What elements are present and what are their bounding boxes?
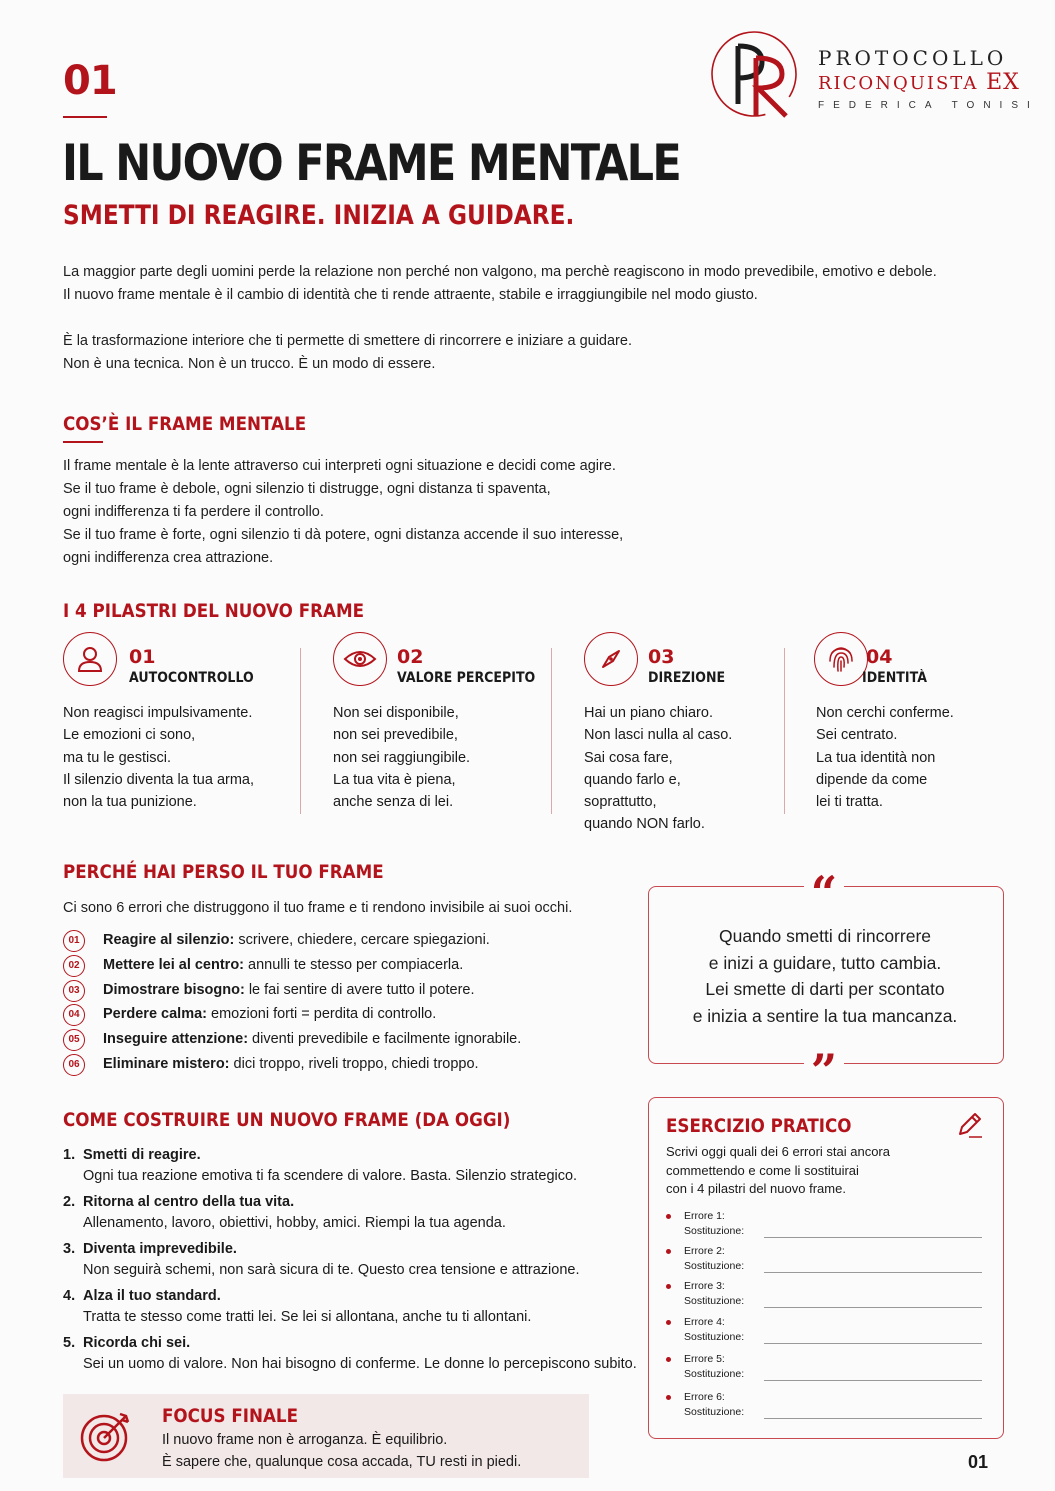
error-label: Eliminare mistero:: [103, 1056, 230, 1072]
pillar-number: 03: [648, 646, 675, 668]
brand-logo: [708, 28, 1039, 122]
error-label: Reagire al silenzio:: [103, 932, 235, 948]
step-number: 4.: [63, 1288, 76, 1304]
write-line[interactable]: [764, 1418, 982, 1419]
exercise-desc-line: con i 4 pilastri del nuovo frame.: [666, 1181, 846, 1196]
quote-line: e inizia a sentire la tua mancanza.: [692, 1005, 958, 1026]
person-icon: [63, 632, 117, 686]
error-number: 02: [63, 955, 85, 977]
frame-line: ogni indifferenza crea attrazione.: [63, 550, 274, 566]
pencil-icon: [954, 1110, 984, 1140]
pillar-line: Sai cosa fare,: [584, 749, 673, 766]
pillar-divider: [551, 648, 552, 814]
error-text: le fai sentire di avere tutto il potere.: [244, 982, 475, 998]
write-line[interactable]: [764, 1237, 982, 1238]
focus-line: È sapere che, qualunque cosa accada, TU resti in piedi.: [162, 1453, 522, 1470]
bullet-icon: [666, 1284, 671, 1289]
exercise-description: [666, 1143, 890, 1199]
error-text: annulli te stesso per compiacerla.: [244, 957, 464, 973]
pillar-line: quando NON farlo.: [584, 816, 705, 833]
exercise-sub-label: Sostituzione:: [684, 1260, 745, 1272]
pillar-number: 02: [397, 646, 424, 668]
frame-line: ogni indifferenza ti fa perdere il controllo.: [63, 504, 324, 520]
error-number: 06: [63, 1054, 85, 1076]
quote-line: Quando smetti di rincorrere: [718, 926, 932, 946]
focus-title: FOCUS FINALE: [162, 1405, 299, 1427]
intro-line: Il nuovo frame mentale è il cambio di identità che ti rende attraente, stabile e irraggiungibile nel modo giusto.: [63, 287, 758, 303]
step-heading: Diventa imprevedibile.: [83, 1241, 237, 1257]
step-description: Ogni tua reazione emotiva ti fa scendere di valore. Basta. Silenzio strategico.: [83, 1168, 578, 1184]
exercise-error-label: Errore 4:: [684, 1316, 725, 1328]
pillar-line: non la tua punizione.: [63, 794, 197, 811]
number-divider: [63, 116, 107, 118]
pillar-name: DIREZIONE: [648, 670, 726, 686]
errors-intro: Ci sono 6 errori che distruggono il tuo frame e ti rendono invisibile ai suoi occhi.: [63, 900, 573, 916]
frame-line: Se il tuo frame è debole, ogni silenzio ti distrugge, ogni distanza ti spaventa,: [63, 481, 551, 497]
bullet-icon: [666, 1249, 671, 1254]
logo-line-3: FEDERICA TONISI: [818, 100, 1039, 111]
exercise-sub-label: Sostituzione:: [684, 1225, 745, 1237]
pillar-number: 01: [129, 646, 156, 668]
exercise-error-label: Errore 1:: [684, 1210, 725, 1222]
exercise-sub-label: Sostituzione:: [684, 1295, 745, 1307]
write-line[interactable]: [764, 1380, 982, 1381]
step-description: Allenamento, lavoro, obiettivi, hobby, amici. Riempi la tua agenda.: [83, 1215, 506, 1231]
pillar-line: anche senza di lei.: [333, 794, 454, 811]
logo-line-1: PROTOCOLLO: [818, 46, 1008, 70]
step-description: Sei un uomo di valore. Non hai bisogno di conferme. Le donne lo percepiscono subito.: [83, 1356, 637, 1372]
exercise-error-label: Errore 6:: [684, 1391, 725, 1403]
pillar-name: AUTOCONTROLLO: [129, 670, 254, 686]
page-title: IL NUOVO FRAME MENTALE: [62, 134, 680, 192]
compass-icon: [584, 632, 638, 686]
page-subtitle: SMETTI DI REAGIRE. INIZIA A GUIDARE.: [63, 200, 575, 231]
focus-text: [162, 1430, 521, 1473]
section-divider: [63, 441, 103, 443]
intro-line: È la trasformazione interiore che ti permette di smettere di rincorrere e iniziare a guidare.: [63, 333, 632, 349]
step-heading: Ritorna al centro della tua vita.: [83, 1194, 295, 1210]
pillar-line: Le emozioni ci sono,: [63, 727, 196, 744]
pillar-text: [584, 702, 732, 836]
intro-line: Non è una tecnica. Non è un trucco. È un modo di essere.: [63, 356, 436, 372]
logo-line-2-text: RICONQUISTA: [818, 73, 979, 94]
error-label: Inseguire attenzione:: [103, 1031, 249, 1047]
pillar-divider: [300, 648, 301, 814]
intro-line: La maggior parte degli uomini perde la relazione non perché non valgono, ma perchè reagiscono in modo prevedibile, emotivo e debole.: [63, 264, 937, 280]
bullet-icon: [666, 1357, 671, 1362]
step-number: 1.: [63, 1147, 76, 1163]
error-number: 01: [63, 930, 85, 952]
pillar-line: dipende da come: [816, 771, 928, 788]
logo-ex: EX: [986, 70, 1020, 95]
step-heading: Smetti di reagire.: [83, 1147, 201, 1163]
pillar-name: VALORE PERCEPITO: [397, 670, 536, 686]
bullet-icon: [666, 1320, 671, 1325]
pillar-line: La tua identità non: [816, 749, 936, 766]
frame-line: Il frame mentale è la lente attraverso cui interpreti ogni situazione e decidi come agire.: [63, 458, 616, 474]
pillar-number: 04: [866, 646, 893, 668]
step-heading: Alza il tuo standard.: [83, 1288, 221, 1304]
error-label: Dimostrare bisogno:: [103, 982, 245, 998]
open-quote-icon: “: [804, 870, 844, 900]
pillar-line: quando farlo e,: [584, 771, 681, 788]
bullet-icon: [666, 1214, 671, 1219]
pillar-text: [333, 702, 470, 813]
pillar-line: lei ti tratta.: [816, 794, 883, 811]
close-quote-icon: ”: [804, 1048, 844, 1078]
write-line[interactable]: [764, 1272, 982, 1273]
focus-line: Il nuovo frame non è arroganza. È equilibrio.: [162, 1432, 448, 1448]
errors-section-title: PERCHÉ HAI PERSO IL TUO FRAME: [63, 861, 384, 883]
error-number: 05: [63, 1029, 85, 1051]
step-number: 2.: [63, 1194, 76, 1210]
pillar-text: [816, 702, 954, 813]
error-number: 03: [63, 980, 85, 1002]
error-text: scrivere, chiedere, cercare spiegazioni.: [234, 932, 490, 948]
pillar-line: soprattutto,: [584, 794, 657, 811]
pillar-line: Hai un piano chiaro.: [584, 705, 713, 721]
frame-section-title: COS’È IL FRAME MENTALE: [63, 413, 307, 435]
error-label: Perdere calma:: [103, 1006, 207, 1022]
steps-section-title: COME COSTRUIRE UN NUOVO FRAME (DA OGGI): [63, 1109, 511, 1131]
pillar-text: [63, 702, 254, 813]
frame-section-text: [63, 455, 623, 570]
pillar-line: Non lasci nulla al caso.: [584, 727, 733, 744]
quote-line: e inizi a guidare, tutto cambia.: [708, 952, 942, 973]
exercise-desc-line: commettendo e come li sostituirai: [666, 1162, 859, 1178]
write-line[interactable]: [764, 1307, 982, 1308]
error-text: dici troppo, riveli troppo, chiedi troppo.: [229, 1056, 479, 1072]
bullet-icon: [666, 1395, 671, 1400]
pillar-line: non sei prevedibile,: [333, 727, 458, 744]
exercise-desc-line: Scrivi oggi quali dei 6 errori stai ancora: [666, 1144, 890, 1159]
pillar-line: non sei raggiungibile.: [333, 749, 471, 766]
pillar-divider: [784, 648, 785, 814]
footer-page-number: 01: [968, 1452, 989, 1472]
intro-paragraph-1: [63, 261, 937, 307]
step-description: Tratta te stesso come tratti lei. Se lei si allontana, anche tu ti allontani.: [83, 1309, 532, 1325]
exercise-title: ESERCIZIO PRATICO: [666, 1115, 852, 1137]
quote-line: Lei smette di darti per scontato: [705, 979, 945, 999]
pillars-section-title: I 4 PILASTRI DEL NUOVO FRAME: [63, 600, 365, 622]
step-description: Non seguirà schemi, non sarà sicura di te. Questo crea tensione e attrazione.: [83, 1262, 580, 1278]
error-text: emozioni forti = perdita di controllo.: [206, 1006, 437, 1022]
quote-text: [652, 923, 998, 1029]
intro-paragraph-2: [63, 330, 632, 376]
error-text: diventi prevedibile e facilmente ignorabile.: [248, 1031, 522, 1047]
pillar-line: Non reagisci impulsivamente.: [63, 705, 253, 721]
exercise-sub-label: Sostituzione:: [684, 1368, 745, 1380]
pillar-line: Non cerchi conferme.: [816, 705, 954, 721]
logo-monogram-icon: [708, 28, 802, 122]
exercise-error-label: Errore 5:: [684, 1353, 725, 1365]
fingerprint-icon: [814, 632, 868, 686]
frame-line: Se il tuo frame è forte, ogni silenzio ti dà potere, ogni distanza accende il suo interesse,: [63, 527, 624, 543]
pillar-line: ma tu le gestisci.: [63, 749, 171, 766]
exercise-sub-label: Sostituzione:: [684, 1406, 745, 1418]
step-number: 5.: [63, 1335, 76, 1351]
pillar-line: Non sei disponibile,: [333, 705, 459, 721]
write-line[interactable]: [764, 1343, 982, 1344]
exercise-error-label: Errore 2:: [684, 1245, 725, 1257]
step-number: 3.: [63, 1241, 76, 1257]
logo-line-2: [818, 70, 1020, 95]
pillar-name: IDENTITÀ: [862, 670, 927, 686]
page-number: 01: [63, 58, 117, 104]
exercise-sub-label: Sostituzione:: [684, 1331, 745, 1343]
step-heading: Ricorda chi sei.: [83, 1335, 191, 1351]
error-number: 04: [63, 1004, 85, 1026]
exercise-error-label: Errore 3:: [684, 1280, 725, 1292]
target-icon: [78, 1408, 134, 1464]
pillar-line: Il silenzio diventa la tua arma,: [63, 771, 255, 788]
pillar-line: Sei centrato.: [816, 727, 898, 744]
pillar-line: La tua vita è piena,: [333, 771, 456, 788]
error-label: Mettere lei al centro:: [103, 957, 245, 973]
eye-icon: [333, 632, 387, 686]
